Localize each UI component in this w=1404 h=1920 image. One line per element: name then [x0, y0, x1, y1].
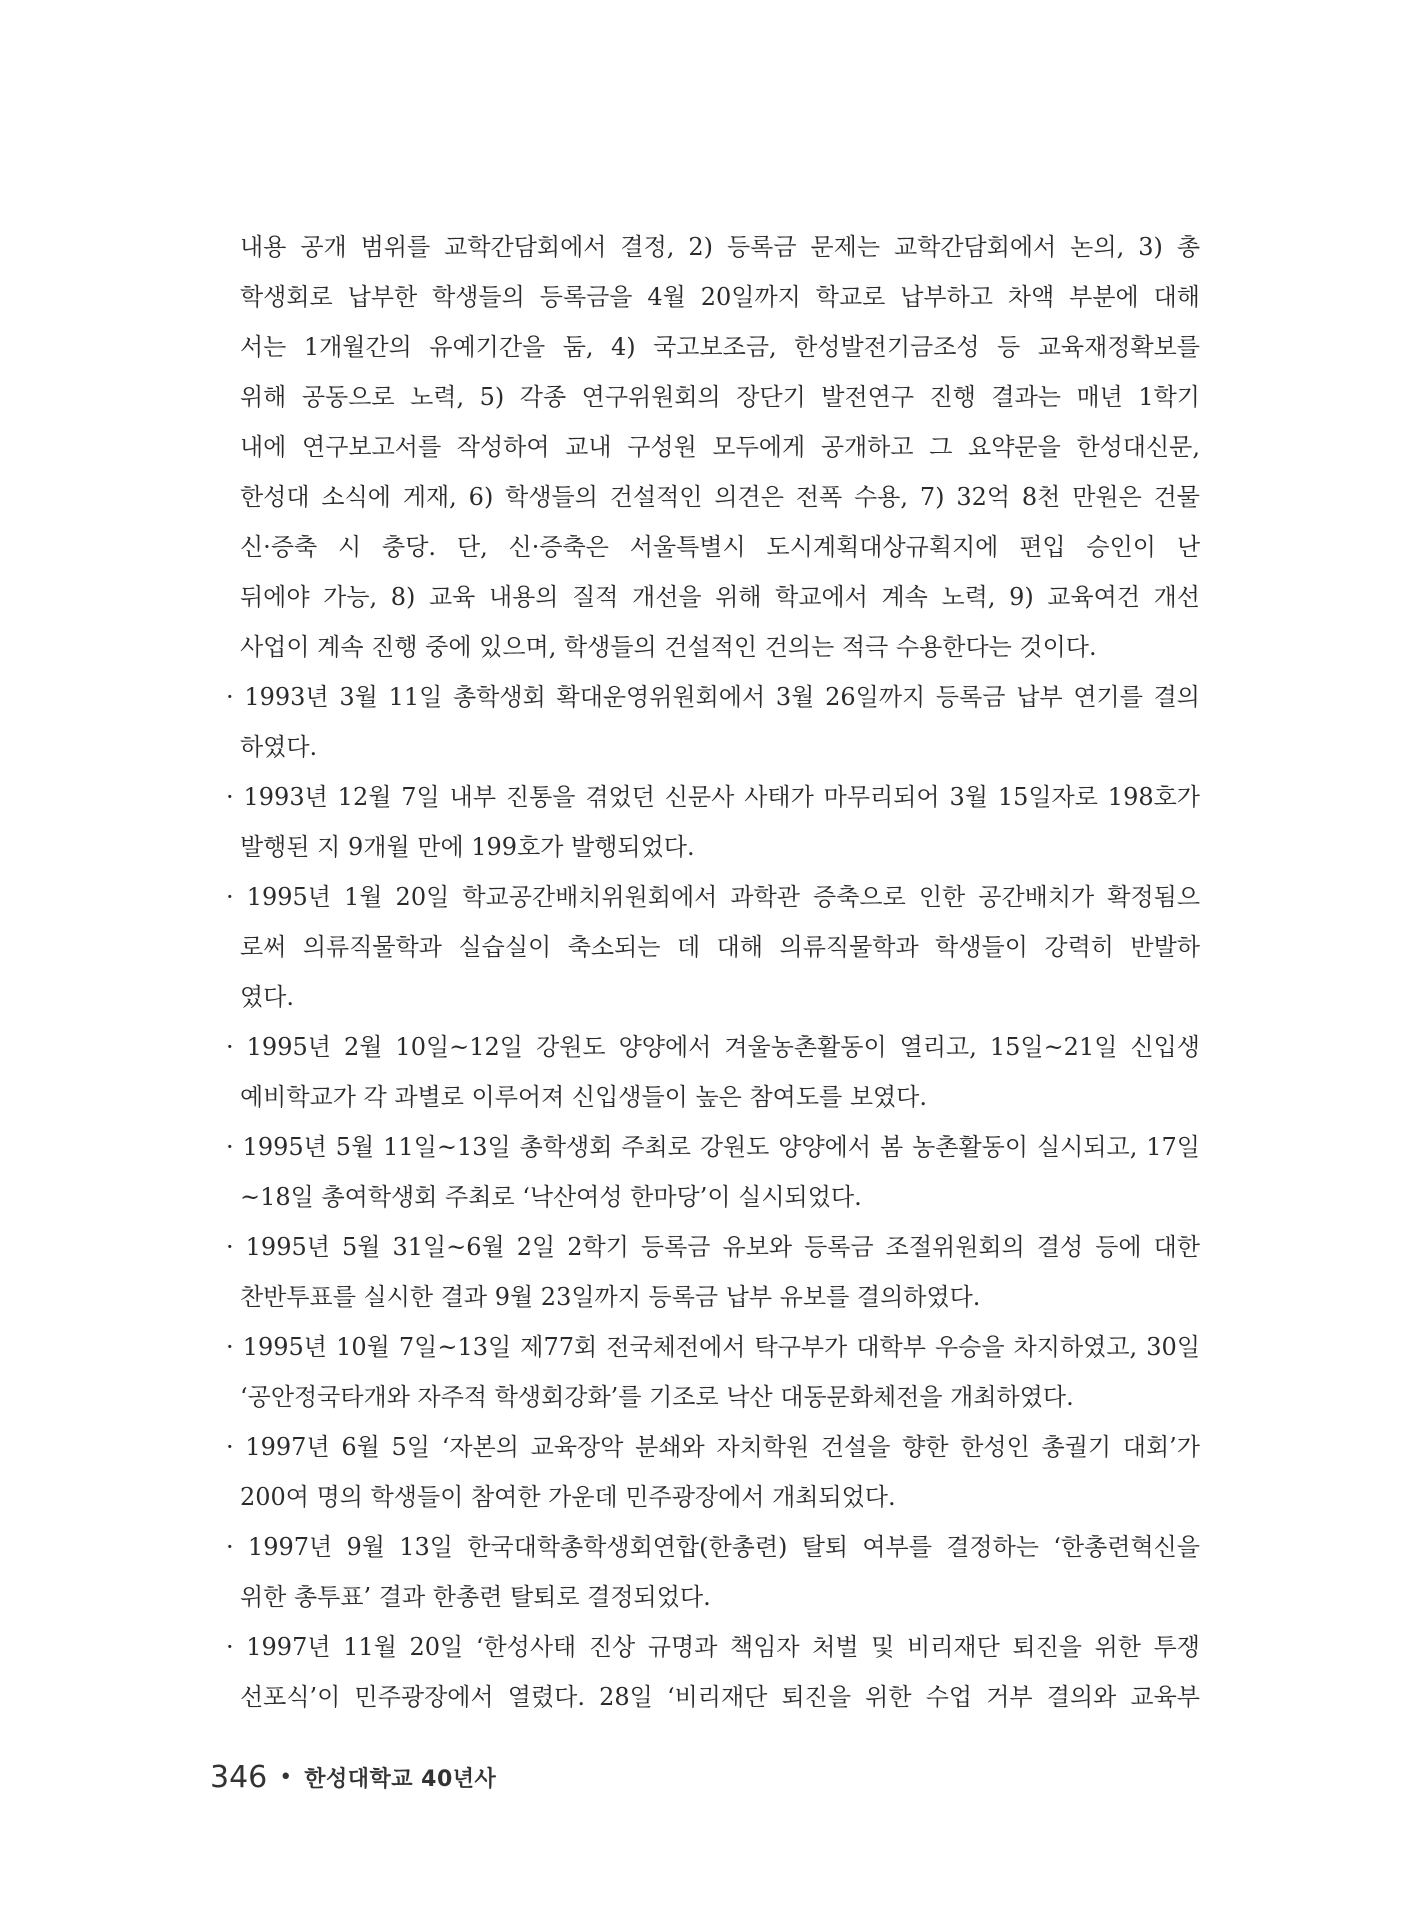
bullet-item-1995-05-11: · 1995년 5월 11일~13일 총학생회 주최로 강원도 양양에서 봄 농촌활동이 실시되고, 17일 [226, 1133, 1200, 1161]
bullet-item-1995-01-20: · 1995년 1월 20일 학교공간배치위원회에서 과학관 증축으로 인한 공간배치가 확정됨으 [226, 883, 1200, 911]
text-line: ‘공안정국타개와 자주적 학생회강화’를 기조로 낙산 대동문화체전을 개최하였다. [240, 1383, 1074, 1411]
body-text [226, 222, 1200, 1722]
text-line: 내에 연구보고서를 작성하여 교내 구성원 모두에게 공개하고 그 요약문을 한성대신문, [240, 433, 1200, 461]
page-number: 346 [210, 1759, 268, 1795]
bullet-item-1995-02-10: · 1995년 2월 10일~12일 강원도 양양에서 겨울농촌활동이 열리고, 15일~21일 신입생 [226, 1033, 1200, 1061]
bullet-item-1997-11-20: · 1997년 11월 20일 ‘한성사태 진상 규명과 책임자 처벌 및 비리재단 퇴진을 위한 투쟁 [226, 1633, 1200, 1661]
text-line: 학생회로 납부한 학생들의 등록금을 4월 20일까지 학교로 납부하고 차액 부분에 대해 [240, 283, 1200, 311]
bullet-item-1995-05-31: · 1995년 5월 31일~6월 2일 2학기 등록금 유보와 등록금 조절위원회의 결성 등에 대한 [226, 1233, 1200, 1261]
text-line: 뒤에야 가능, 8) 교육 내용의 질적 개선을 위해 학교에서 계속 노력, 9) 교육여건 개선 [240, 583, 1200, 611]
text-line: 로써 의류직물학과 실습실이 축소되는 데 대해 의류직물학과 학생들이 강력히 반발하 [240, 933, 1200, 961]
footer-separator: • [279, 1764, 293, 1790]
bullet-item-1995-10-07: · 1995년 10월 7일~13일 제77회 전국체전에서 탁구부가 대학부 우승을 차지하였고, 30일 [226, 1333, 1200, 1361]
text-line: 선포식’이 민주광장에서 열렸다. 28일 ‘비리재단 퇴진을 위한 수업 거부 결의와 교육부 [240, 1683, 1200, 1711]
text-line: 위한 총투표’ 결과 한총련 탈퇴로 결정되었다. [240, 1583, 711, 1611]
text-line: 예비학교가 각 과별로 이루어져 신입생들이 높은 참여도를 보였다. [240, 1083, 927, 1111]
text-line: 위해 공동으로 노력, 5) 각종 연구위원회의 장단기 발전연구 진행 결과는 매년 1학기 [240, 383, 1200, 411]
text-line: 한성대 소식에 게재, 6) 학생들의 건설적인 의견은 전폭 수용, 7) 32억 8천 만원은 건물 [240, 483, 1200, 511]
text-line: 200여 명의 학생들이 참여한 가운데 민주광장에서 개최되었다. [240, 1483, 896, 1511]
text-line: ~18일 총여학생회 주최로 ‘낙산여성 한마당’이 실시되었다. [240, 1183, 862, 1211]
text-line: 사업이 계속 진행 중에 있으며, 학생들의 건설적인 건의는 적극 수용한다는 것이다. [240, 633, 1097, 661]
bullet-item-1997-09-13: · 1997년 9월 13일 한국대학총학생회연합(한총련) 탈퇴 여부를 결정하는 ‘한총련혁신을 [226, 1533, 1200, 1561]
text-line: 내용 공개 범위를 교학간담회에서 결정, 2) 등록금 문제는 교학간담회에서 논의, 3) 총 [240, 233, 1200, 261]
book-title: 한성대학교 40년사 [304, 1766, 497, 1792]
text-line: 신·증축 시 충당. 단, 신·증축은 서울특별시 도시계획대상규획지에 편입 승인이 난 [240, 533, 1200, 561]
text-line: 찬반투표를 실시한 결과 9월 23일까지 등록금 납부 유보를 결의하였다. [240, 1283, 981, 1311]
bullet-item-1997-06-05: · 1997년 6월 5일 ‘자본의 교육장악 분쇄와 자치학원 건설을 향한 한성인 총궐기 대회’가 [226, 1433, 1200, 1461]
page-footer [210, 1757, 496, 1797]
bullet-item-1993-03-11: · 1993년 3월 11일 총학생회 확대운영위원회에서 3월 26일까지 등록금 납부 연기를 결의 [226, 683, 1200, 711]
bullet-item-1993-12-07: · 1993년 12월 7일 내부 진통을 겪었던 신문사 사태가 마무리되어 3월 15일자로 198호가 [226, 783, 1200, 811]
text-line: 였다. [240, 983, 294, 1011]
text-line: 하였다. [240, 733, 318, 761]
text-line: 발행된 지 9개월 만에 199호가 발행되었다. [240, 833, 695, 861]
text-line: 서는 1개월간의 유예기간을 둠, 4) 국고보조금, 한성발전기금조성 등 교육재정확보를 [240, 333, 1200, 361]
